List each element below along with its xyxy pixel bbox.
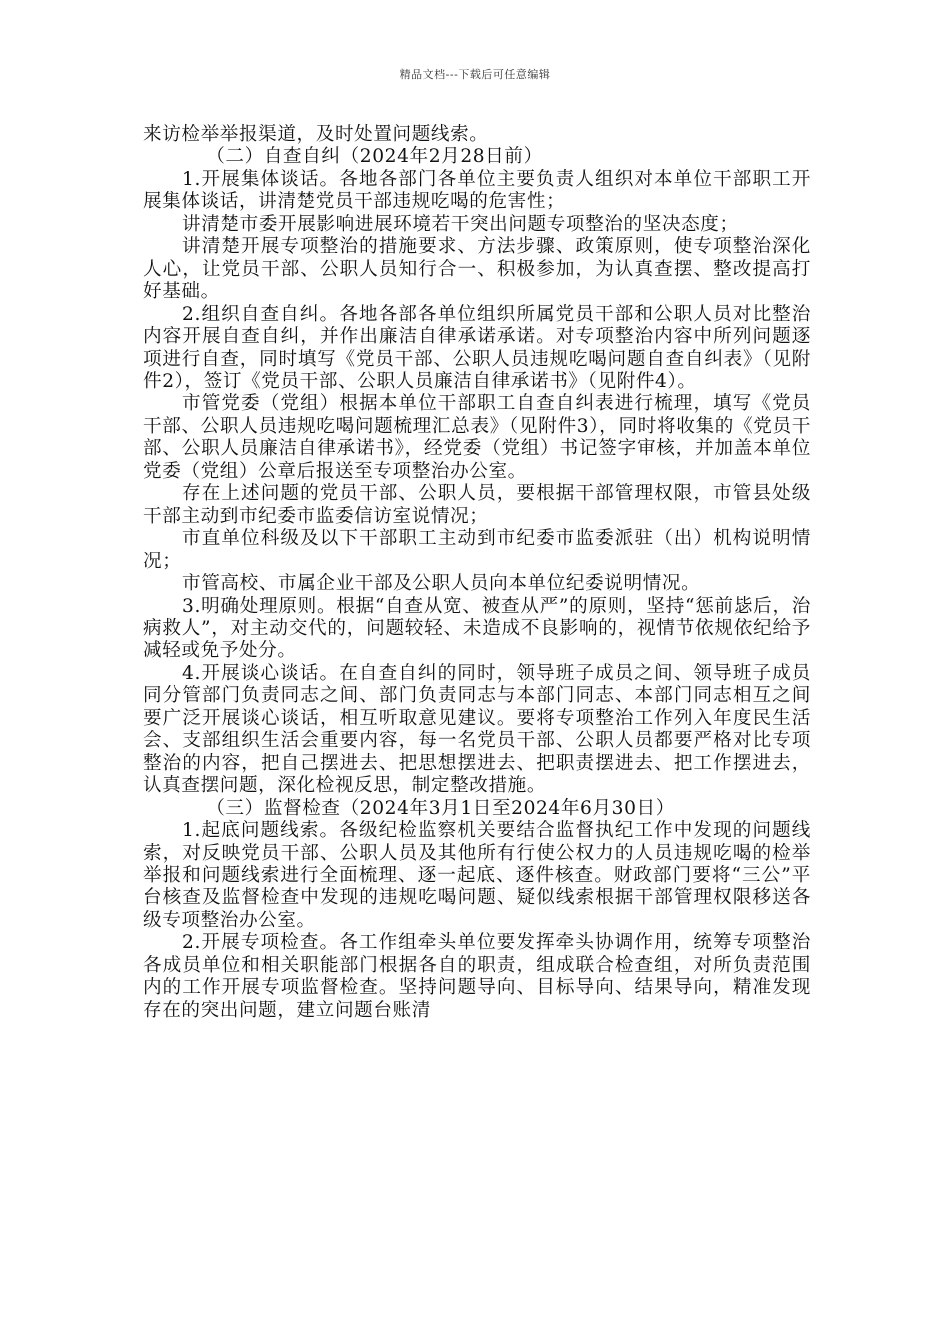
paragraph: 4.开展谈心谈话。在自查自纠的同时，领导班子成员之间、领导班子成员同分管部门负责同志之间、部门负责同志与本部门同志、本部门同志相互之间要广泛开展谈心谈话，相互听取意见建议。要将专项整治工作列入年度民生活会、支部组织生活会重要内容，每一名党员干部、公职人员都要严格对比专项整治的内容，把自己摆进去、把思想摆进去、把职责摆进去、把工作摆进去，认真查摆问题，深化检视反思，制定整改措施。 <box>143 662 811 797</box>
paragraph: 3.明确处理原则。根据“自查从宽、被查从严”的原则，坚持“惩前毖后，治病救人”，对主动交代的，问题较轻、未造成不良影响的，视情节依规依纪给予减轻或免予处分。 <box>143 595 811 662</box>
paragraph: 市管高校、市属企业干部及公职人员向本单位纪委说明情况。 <box>182 573 701 595</box>
paragraph: 1.起底问题线索。各级纪检监察机关要结合监督执纪工作中发现的问题线索，对反映党员干部、公职人员及其他所有行使公权力的人员违规吃喝的检举举报和问题线索进行全面梳理、逐一起底、逐件核查。财政部门要将“三公”平台核查及监督检查中发现的违规吃喝问题、疑似线索根据干部管理权限移送各级专项整治办公室。 <box>143 820 811 931</box>
paragraph: 市管党委（党组）根据本单位干部职工自查自纠表进行梳理，填写《党员干部、公职人员违规吃喝问题梳理汇总表》（见附件3），同时将收集的《党员干部、公职人员廉洁自律承诺书》，经党委（党组）书记签字审核，并加盖本单位党委（党组）公章后报送至专项整治办公室。 <box>143 393 811 482</box>
section-heading: （二）自查自纠（2024年2月28日前） <box>206 146 543 168</box>
paragraph: 来访检举举报渠道，及时处置问题线索。 <box>143 124 489 145</box>
paragraph: 2.组织自查自纠。各地各部各单位组织所属党员干部和公职人员对比整治内容开展自查自纠，并作出廉洁自律承诺承诺。对专项整治内容中所列问题逐项进行自查，同时填写《党员干部、公职人员违规吃喝问题自查自纠表》（见附件2），签订《党员干部、公职人员廉洁自律承诺书》（见附件4）。 <box>143 303 811 392</box>
document-body <box>143 124 811 1022</box>
paragraph: 讲清楚市委开展影响进展环境若干突出问题专项整治的坚决态度； <box>182 213 739 235</box>
paragraph: 2.开展专项检查。各工作组牵头单位要发挥牵头协调作用，统筹专项整治各成员单位和相关职能部门根据各自的职责，组成联合检查组，对所负责范围内的工作开展专项监督检查。坚持问题导向、目标导向、结果导向，精准发现存在的突出问题，建立问题台账清 <box>143 932 811 1021</box>
section-heading: （三）监督检查（2024年3月1日至2024年6月30日） <box>206 797 675 819</box>
paragraph: 市直单位科级及以下干部职工主动到市纪委市监委派驻（出）机构说明情况； <box>143 528 811 572</box>
page-header: 精品文档---下载后可任意编辑 <box>399 68 551 81</box>
paragraph: 存在上述问题的党员干部、公职人员，要根据干部管理权限，市管县处级干部主动到市纪委市监委信访室说情况； <box>143 483 811 527</box>
paragraph: 讲清楚开展专项整治的措施要求、方法步骤、政策原则，使专项整治深化人心，让党员干部、公职人员知行合一、积极参加，为认真查摆、整改提高打好基础。 <box>143 236 811 303</box>
paragraph: 1.开展集体谈话。各地各部门各单位主要负责人组织对本单位干部职工开展集体谈话，讲清楚党员干部违规吃喝的危害性； <box>143 168 811 213</box>
